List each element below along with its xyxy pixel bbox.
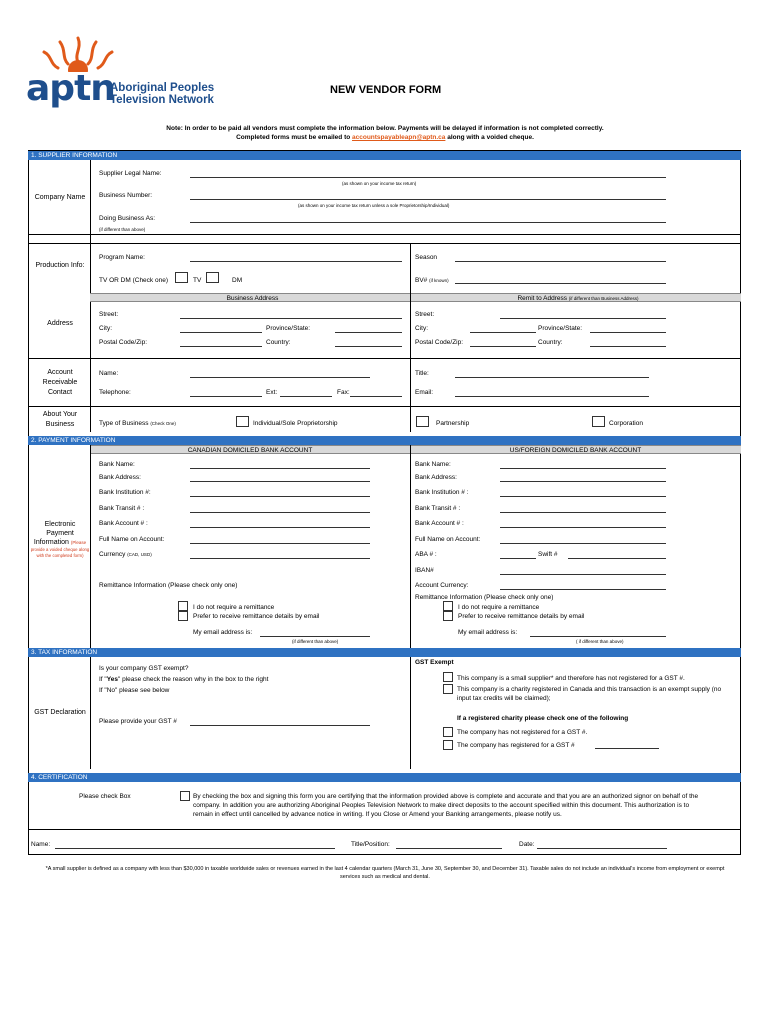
contact-title-label: Title: <box>415 370 429 377</box>
cad-my-email-input[interactable] <box>260 636 370 637</box>
gst-exempt-question: Is your company GST exempt? <box>99 665 189 672</box>
us-bank-transit-input[interactable] <box>500 512 666 513</box>
supplier-legal-name-label: Supplier Legal Name: <box>99 170 162 177</box>
business-number-label: Business Number: <box>99 192 153 199</box>
note-line-2: Completed forms must be emailed to accountspayableapn@aptn.ca along with a voided cheque. <box>236 134 534 141</box>
corporation-checkbox[interactable] <box>592 416 605 427</box>
country-input[interactable] <box>335 346 402 347</box>
ext-label: Ext: <box>266 389 278 396</box>
cert-title-input[interactable] <box>396 848 502 849</box>
certification-text-3: remain in effect until cancelled by advance notice in writing. If you Close or Amend your Banking arrangements, please notify us. <box>193 811 562 818</box>
contact-email-input[interactable] <box>455 396 649 397</box>
has-registered-label: The company has registered for a GST # <box>457 742 575 749</box>
us-no-remit-label: I do not require a remittance <box>458 604 540 611</box>
cad-full-name-input[interactable] <box>190 543 370 544</box>
has-registered-checkbox[interactable] <box>443 740 453 750</box>
logo-org-name: Aboriginal Peoples Television Network <box>110 82 215 106</box>
dm-checkbox[interactable] <box>206 272 219 283</box>
section-2-header: 2. PAYMENT INFORMATION <box>28 436 741 445</box>
us-bank-transit-label: Bank Transit # : <box>415 505 461 512</box>
gst-number-input[interactable] <box>190 725 370 726</box>
note-line-1: Note: In order to be paid all vendors must complete the information below. Payments will be delayed if information is not completed correctly. <box>166 125 604 132</box>
us-full-name-label: Full Name on Account: <box>415 536 481 543</box>
us-my-email-label: My email address is: <box>458 629 518 636</box>
remit-province-label: Province/State: <box>538 325 583 332</box>
cad-bank-institution-input[interactable] <box>190 496 370 497</box>
us-bank-address-input[interactable] <box>500 481 666 482</box>
us-bank-institution-input[interactable] <box>500 496 666 497</box>
cert-date-input[interactable] <box>537 848 667 849</box>
remit-city-input[interactable] <box>470 332 536 333</box>
cad-bank-transit-input[interactable] <box>190 512 370 513</box>
cad-bank-account-input[interactable] <box>190 527 370 528</box>
if-charity-heading: If a registered charity please check one of the following <box>457 715 629 722</box>
us-bank-institution-label: Bank Institution # : <box>415 489 469 496</box>
fax-label: Fax: <box>337 389 350 396</box>
certification-checkbox[interactable] <box>180 791 190 801</box>
dm-label: DM <box>232 277 243 284</box>
registered-gst-input[interactable] <box>595 748 659 749</box>
contact-title-input[interactable] <box>455 377 649 378</box>
cad-prefer-email-label: Prefer to receive remittance details by email <box>193 613 320 620</box>
postal-input[interactable] <box>180 346 262 347</box>
us-remittance-info-label: Remittance Information (Please check only one) <box>415 594 554 601</box>
address-label: Address <box>47 320 73 327</box>
charity-label-1: This company is a charity registered in Canada and this transaction is an exempt supply (no <box>457 686 722 693</box>
iban-label: IBAN# <box>415 567 434 574</box>
account-receivable-contact-label: Account Receivable Contact <box>42 369 78 396</box>
contact-email-label: Email: <box>415 389 434 396</box>
cad-currency-label: Currency (CAD, USD) <box>99 551 152 558</box>
cad-bank-institution-label: Bank Institution #: <box>99 489 151 496</box>
production-info-label: Production Info: <box>35 262 85 269</box>
contact-name-input[interactable] <box>190 377 370 378</box>
bv-input[interactable] <box>455 283 666 284</box>
tv-or-dm-label: TV OR DM (Check one) <box>99 277 168 284</box>
cert-title-label: Title/Position: <box>351 841 390 848</box>
partnership-checkbox[interactable] <box>416 416 429 427</box>
cad-bank-transit-label: Bank Transit # : <box>99 505 145 512</box>
cad-bank-address-input[interactable] <box>190 481 370 482</box>
us-prefer-email-checkbox[interactable] <box>443 611 453 621</box>
individual-label: Individual/Sole Proprietorship <box>253 420 338 427</box>
not-registered-label: The company has not registered for a GST #. <box>457 729 588 736</box>
remit-to-header: Remit to Address (if different than Business Address) <box>415 293 741 302</box>
cad-bank-name-label: Bank Name: <box>99 461 135 468</box>
fax-input[interactable] <box>350 396 402 397</box>
business-number-hint: (as shown on your income tax return unless a sole Proprietorship/Individual) <box>298 203 450 208</box>
season-input[interactable] <box>455 261 666 262</box>
cad-bank-address-label: Bank Address: <box>99 474 141 481</box>
aptn-logo-sun-icon <box>38 28 118 72</box>
individual-checkbox[interactable] <box>236 416 249 427</box>
gst-declaration-label: GST Declaration <box>34 709 86 716</box>
us-my-email-input[interactable] <box>530 636 666 637</box>
telephone-input[interactable] <box>190 396 262 397</box>
program-name-input[interactable] <box>190 261 402 262</box>
us-bank-account-input[interactable] <box>500 527 666 528</box>
dba-hint: (if different than above) <box>99 227 146 232</box>
please-check-box-label: Please check Box <box>79 793 131 800</box>
certification-text-2: company. In addition you are authorizing Aboriginal Peoples Television Network to make direct deposits to the account specified within this document. This authorization is to <box>193 802 690 809</box>
program-name-label: Program Name: <box>99 254 145 261</box>
small-supplier-label: This company is a small supplier* and therefore has not registered for a GST #. <box>457 675 685 682</box>
aptn-logo-wordmark: aptn <box>26 68 115 109</box>
remit-street-label: Street: <box>415 311 435 318</box>
telephone-label: Telephone: <box>99 389 131 396</box>
remit-country-label: Country: <box>538 339 563 346</box>
if-yes-text: If "Yes" please check the reason why in the box to the right <box>99 676 269 683</box>
section-1-header: 1. SUPPLIER INFORMATION <box>28 151 741 160</box>
iban-input[interactable] <box>500 574 666 575</box>
charity-label-2: input tax credits will be claimed); <box>457 695 551 702</box>
us-bank-name-input[interactable] <box>500 468 666 469</box>
cad-bank-account-label: Bank Account # : <box>99 520 148 527</box>
type-of-business-label: Type of Business (Check One) <box>99 420 176 427</box>
contact-name-label: Name: <box>99 370 119 377</box>
province-input[interactable] <box>335 332 402 333</box>
cad-prefer-email-checkbox[interactable] <box>178 611 188 621</box>
cad-remittance-info-label: Remittance Information (Please check only one) <box>99 582 238 589</box>
ext-input[interactable] <box>280 396 332 397</box>
about-business-label: About Your Business <box>42 411 78 428</box>
certification-text-1: By checking the box and signing this form you are certifying that the information provided above is complete and accurate and that you are an authorized signor on behalf of the <box>193 793 699 800</box>
city-label: City: <box>99 325 112 332</box>
business-address-header: Business Address <box>90 293 415 302</box>
cad-currency-input[interactable] <box>190 558 370 559</box>
season-label: Season <box>415 254 438 261</box>
us-bank-address-label: Bank Address: <box>415 474 457 481</box>
small-supplier-checkbox[interactable] <box>443 672 453 682</box>
cad-no-remit-label: I do not require a remittance <box>193 604 275 611</box>
supplier-legal-name-input[interactable] <box>190 177 666 178</box>
cad-bank-name-input[interactable] <box>190 468 370 469</box>
form-title: NEW VENDOR FORM <box>330 84 442 96</box>
swift-input[interactable] <box>568 558 666 559</box>
us-bank-account-label: Bank Account # : <box>415 520 464 527</box>
street-input[interactable] <box>180 318 402 319</box>
account-currency-label: Account Currency: <box>415 582 469 589</box>
dba-input[interactable] <box>190 222 666 223</box>
remit-postal-label: Postal Code/Zip: <box>415 339 464 346</box>
us-prefer-email-label: Prefer to receive remittance details by email <box>458 613 585 620</box>
us-bank-name-label: Bank Name: <box>415 461 451 468</box>
canadian-bank-header: CANADIAN DOMICILED BANK ACCOUNT <box>90 445 410 454</box>
cert-name-input[interactable] <box>55 848 335 849</box>
us-email-hint: ( if different than above) <box>576 639 624 644</box>
bv-label: BV# (if known) <box>415 277 449 284</box>
remit-street-input[interactable] <box>500 318 666 319</box>
tv-label: TV <box>193 277 202 284</box>
swift-label: Swift # <box>538 551 558 558</box>
cad-my-email-label: My email address is: <box>193 629 253 636</box>
electronic-payment-label: Electronic Payment Information (Please provide a voided cheque along with the completed form) <box>30 521 90 558</box>
us-bank-header: US/FOREIGN DOMICILED BANK ACCOUNT <box>410 445 741 454</box>
province-label: Province/State: <box>266 325 311 332</box>
account-currency-input[interactable] <box>500 589 666 590</box>
country-label: Country: <box>266 339 291 346</box>
partnership-label: Partnership <box>436 420 470 427</box>
not-registered-checkbox[interactable] <box>443 727 453 737</box>
city-input[interactable] <box>180 332 262 333</box>
charity-checkbox[interactable] <box>443 684 453 694</box>
business-number-input[interactable] <box>190 199 666 200</box>
cert-date-label: Date: <box>519 841 535 848</box>
corporation-label: Corporation <box>609 420 643 427</box>
cad-no-remit-checkbox[interactable] <box>178 601 188 611</box>
email-link[interactable]: accountspayableapn@aptn.ca <box>352 134 446 141</box>
if-no-text: If "No" please see below <box>99 687 170 694</box>
aba-label: ABA # : <box>415 551 437 558</box>
cert-name-label: Name: <box>31 841 51 848</box>
dba-label: Doing Business As: <box>99 215 156 222</box>
postal-label: Postal Code/Zip: <box>99 339 148 346</box>
remit-postal-input[interactable] <box>470 346 536 347</box>
footnote-line-1: *A small supplier is defined as a company with less than $30,000 in taxable worldwide sales or revenues earned in the last 4 calendar quarters (March 31, June 30, September 30, and December 31). Taxable sales do not include an individual's income from employment or exempt <box>45 866 725 872</box>
footnote-line-2: services such as medical and dental. <box>340 874 430 880</box>
company-name-label: Company Name <box>34 194 86 201</box>
tv-checkbox[interactable] <box>175 272 188 283</box>
cad-email-hint: (if different than above) <box>292 639 339 644</box>
us-full-name-input[interactable] <box>500 543 666 544</box>
provide-gst-label: Please provide your GST # <box>99 718 177 725</box>
street-label: Street: <box>99 311 119 318</box>
gst-exempt-heading: GST Exempt <box>415 659 454 666</box>
remit-province-input[interactable] <box>590 332 666 333</box>
us-no-remit-checkbox[interactable] <box>443 601 453 611</box>
aba-input[interactable] <box>500 558 536 559</box>
section-4-header: 4. CERTIFICATION <box>28 773 741 782</box>
legal-name-hint: (as shown on your income tax return) <box>342 181 417 186</box>
remit-country-input[interactable] <box>590 346 666 347</box>
cad-full-name-label: Full Name on Account: <box>99 536 165 543</box>
section-3-header: 3. TAX INFORMATION <box>28 648 741 657</box>
remit-city-label: City: <box>415 325 428 332</box>
